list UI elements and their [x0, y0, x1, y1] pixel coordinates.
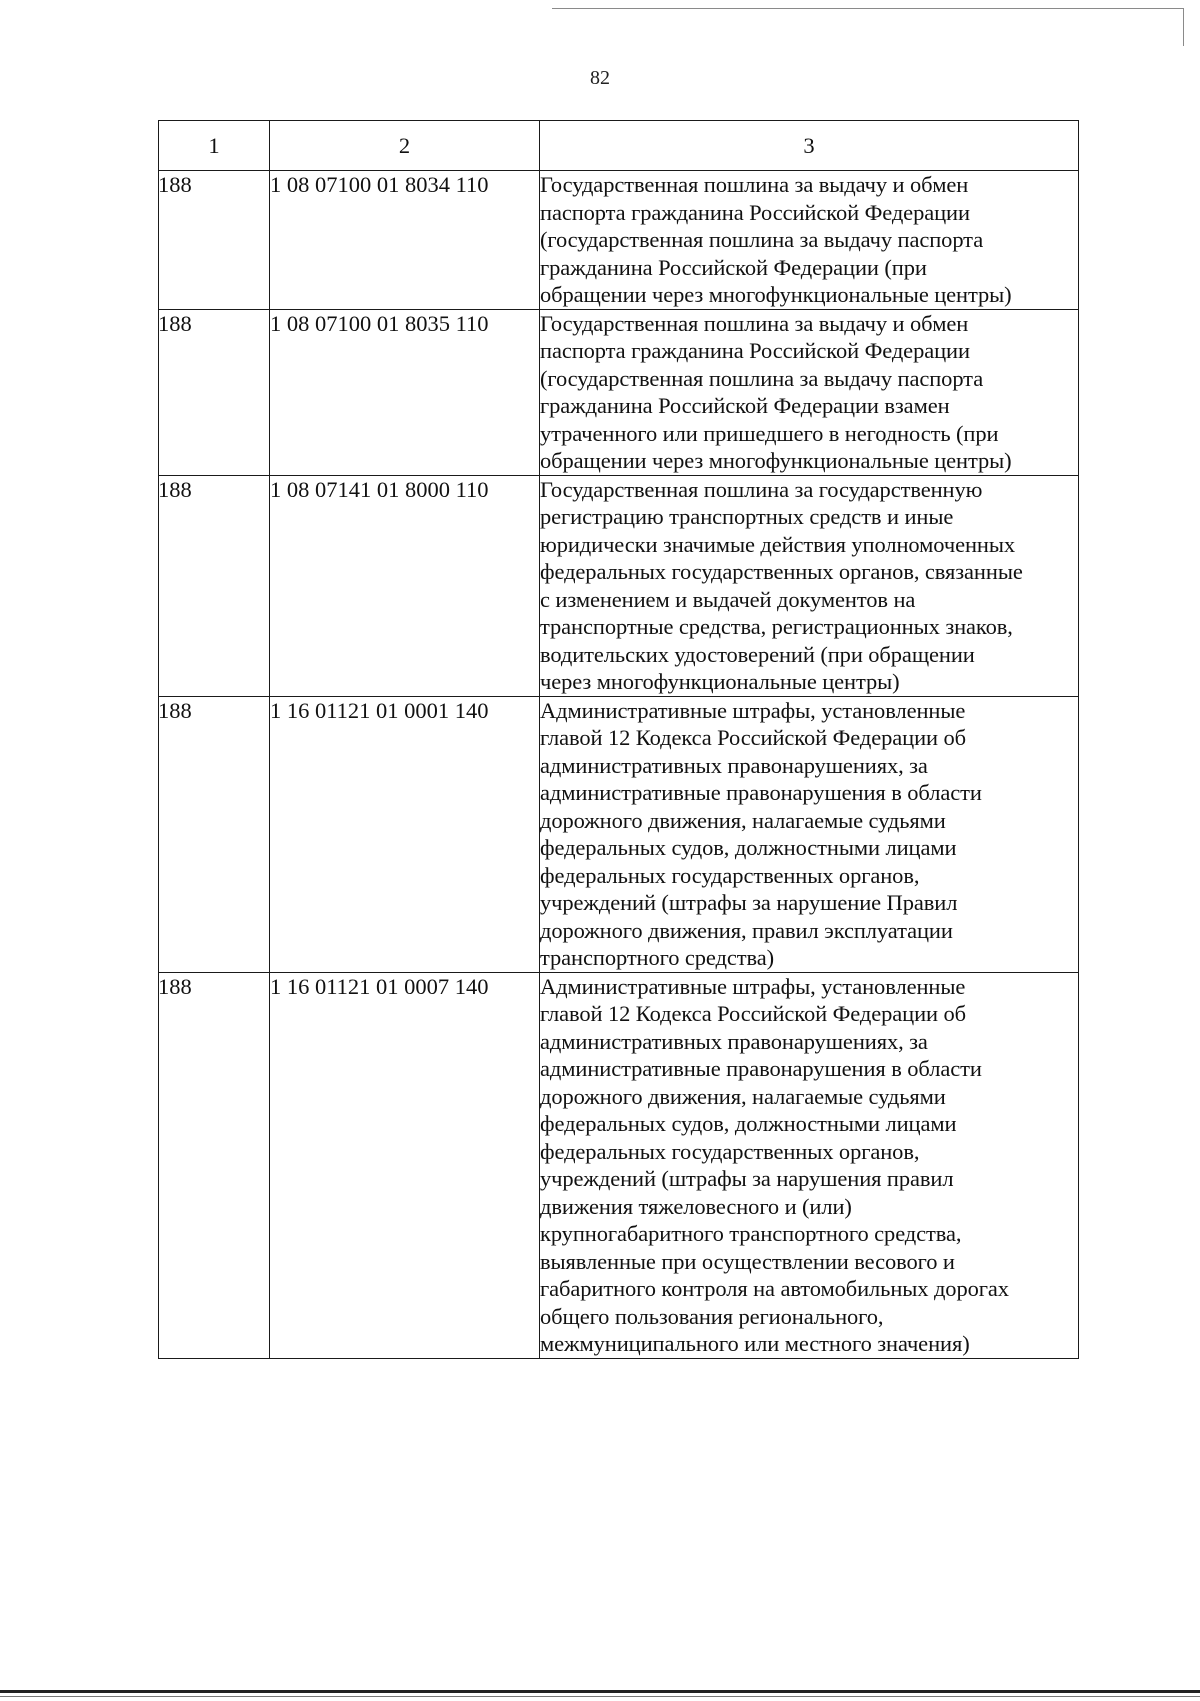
admin-code-cell	[159, 475, 270, 696]
column-header-2: 2	[270, 121, 540, 171]
revenue-name-line: гражданина Российской Федерации (при	[540, 254, 927, 280]
column-header-1: 1	[159, 121, 270, 171]
admin-code-cell	[159, 171, 270, 310]
revenue-name-line: учреждений (штрафы за нарушение Правил	[540, 890, 958, 915]
admin-code-cell	[159, 309, 270, 475]
budget-code-cell	[270, 309, 540, 475]
scan-edge-right	[1183, 8, 1184, 46]
revenue-name-line: Государственная пошлина за выдачу и обмен	[540, 310, 969, 336]
scan-edge-bottom	[0, 1690, 1200, 1693]
admin-code: 188	[158, 310, 192, 336]
table-header-row	[159, 121, 1079, 171]
revenue-name-line: учреждений (штрафы за нарушения правил	[540, 1166, 954, 1191]
admin-code: 188	[158, 973, 192, 999]
revenue-name-line: транспортные средства, регистрационных знаков,	[540, 614, 1013, 639]
budget-classification-table	[158, 120, 1079, 1359]
budget-code-cell	[270, 972, 540, 1358]
revenue-name-line: обращении через многофункциональные центры)	[540, 448, 1012, 473]
budget-code-cell	[270, 171, 540, 310]
revenue-name-line: выявленные при осуществлении весового и	[540, 1248, 955, 1274]
revenue-name-line: административные правонарушения в области	[540, 780, 982, 805]
table-row	[159, 475, 1079, 696]
scan-edge-bottom-thin	[0, 1696, 1200, 1697]
revenue-name-line: через многофункциональные центры)	[540, 669, 900, 694]
revenue-name-line: Административные штрафы, установленные	[540, 973, 966, 999]
budget-code-cell	[270, 475, 540, 696]
revenue-name-line: юридически значимые действия уполномоченных	[540, 531, 1016, 557]
revenue-name-cell	[540, 309, 1079, 475]
budget-code: 1 08 07141 01 8000 110	[270, 476, 489, 502]
revenue-name-line: дорожного движения, правил эксплуатации	[540, 917, 953, 943]
revenue-name-line: Государственная пошлина за выдачу и обмен	[540, 172, 969, 197]
scan-edge-top	[552, 8, 1184, 9]
revenue-name-line: федеральных государственных органов, связанные	[540, 559, 1023, 584]
table-row	[159, 171, 1079, 310]
revenue-name-line: регистрацию транспортных средств и иные	[540, 504, 954, 529]
revenue-name-line: транспортного средства)	[540, 945, 774, 970]
revenue-name-line: общего пользования регионального,	[540, 1303, 884, 1329]
revenue-name-line: (государственная пошлина за выдачу паспорта	[540, 227, 984, 252]
revenue-name-line: с изменением и выдачей документов на	[540, 586, 916, 612]
budget-code: 1 08 07100 01 8035 110	[270, 310, 489, 336]
revenue-name-cell	[540, 475, 1079, 696]
table-row	[159, 696, 1079, 972]
revenue-name-line: административных правонарушениях, за	[540, 1028, 928, 1054]
revenue-name-line: федеральных государственных органов,	[540, 1138, 920, 1164]
revenue-name-line: дорожного движения, налагаемые судьями	[540, 1083, 946, 1109]
admin-code-cell	[159, 696, 270, 972]
revenue-name-line: Государственная пошлина за государственную	[540, 476, 983, 502]
revenue-name-line: главой 12 Кодекса Российской Федерации об	[540, 725, 966, 750]
revenue-name-cell	[540, 972, 1079, 1358]
revenue-name-line: гражданина Российской Федерации взамен	[540, 393, 950, 418]
revenue-name-line: габаритного контроля на автомобильных дорогах	[540, 1276, 1009, 1301]
revenue-name-line: Административные штрафы, установленные	[540, 697, 966, 723]
revenue-name-line: федеральных судов, должностными лицами	[540, 835, 957, 860]
revenue-name-line: обращении через многофункциональные центры)	[540, 282, 1012, 307]
admin-code-cell	[159, 972, 270, 1358]
revenue-name-line: главой 12 Кодекса Российской Федерации об	[540, 1001, 966, 1026]
budget-code: 1 16 01121 01 0001 140	[270, 697, 489, 723]
budget-code: 1 08 07100 01 8034 110	[270, 172, 489, 197]
admin-code: 188	[158, 172, 192, 197]
admin-code: 188	[158, 697, 192, 723]
revenue-name-line: дорожного движения, налагаемые судьями	[540, 807, 946, 833]
revenue-name-line: федеральных государственных органов,	[540, 862, 920, 888]
table-row	[159, 972, 1079, 1358]
table-row	[159, 309, 1079, 475]
revenue-name-line: федеральных судов, должностными лицами	[540, 1111, 957, 1136]
revenue-name-cell	[540, 696, 1079, 972]
revenue-name-line: (государственная пошлина за выдачу паспорта	[540, 365, 984, 391]
column-header-3: 3	[540, 121, 1079, 171]
revenue-name-line: утраченного или пришедшего в негодность (при	[540, 420, 999, 446]
revenue-name-line: межмуниципального или местного значения)	[540, 1331, 970, 1356]
table-body	[159, 171, 1079, 1359]
budget-code-cell	[270, 696, 540, 972]
revenue-name-line: крупногабаритного транспортного средства,	[540, 1221, 962, 1246]
revenue-name-line: паспорта гражданина Российской Федерации	[540, 338, 970, 363]
admin-code: 188	[158, 476, 192, 502]
page-number: 82	[590, 67, 610, 89]
revenue-name-line: паспорта гражданина Российской Федерации	[540, 199, 970, 225]
budget-code: 1 16 01121 01 0007 140	[270, 973, 489, 999]
revenue-name-line: административных правонарушениях, за	[540, 752, 928, 778]
revenue-name-line: административные правонарушения в области	[540, 1056, 982, 1081]
revenue-name-line: водительских удостоверений (при обращении	[540, 641, 975, 667]
revenue-name-cell	[540, 171, 1079, 310]
revenue-name-line: движения тяжеловесного и (или)	[540, 1193, 852, 1219]
